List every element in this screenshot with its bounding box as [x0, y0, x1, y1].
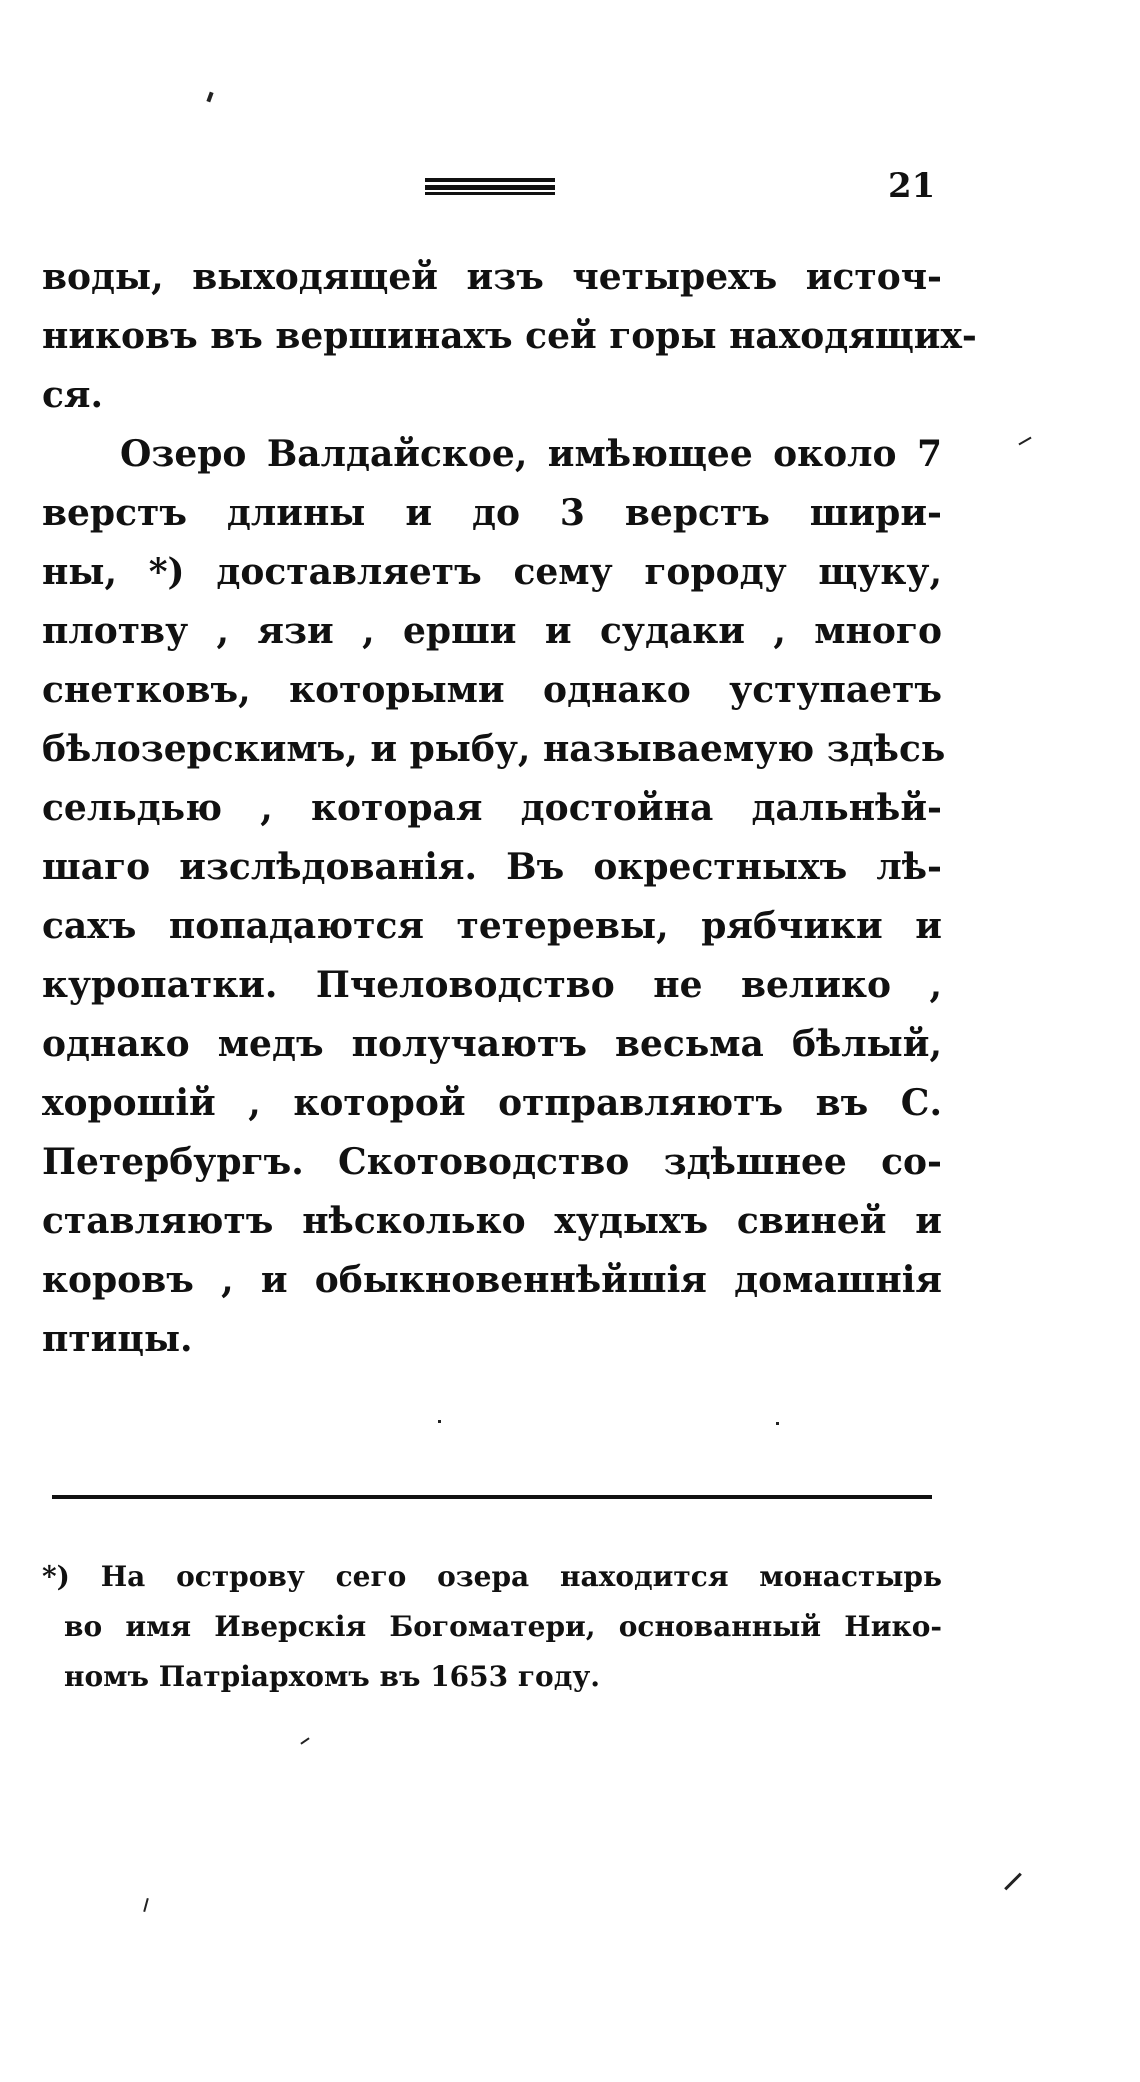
text-line: куропатки. Пчеловодство не велико ,	[42, 964, 942, 1006]
scan-speck	[206, 92, 213, 103]
text-line: снетковъ, которыми однако уступаетъ	[42, 669, 942, 711]
text-line: плотву , язи , ерши и судаки , много	[42, 610, 942, 652]
scan-speck	[776, 1422, 779, 1425]
text-line: шаго изслѣдованія. Въ окрестныхъ лѣ-	[42, 846, 942, 888]
main-text	[42, 248, 977, 1369]
scan-speck	[438, 1420, 441, 1423]
text-line: хорошій , которой отправляютъ въ С.	[42, 1082, 942, 1124]
scan-speck	[1004, 1873, 1022, 1891]
footnote-line: во имя Иверскія Богоматери, основанный Нико-	[64, 1610, 942, 1643]
text-line: ны, *) доставляетъ сему городу щуку,	[42, 551, 942, 593]
text-line: коровъ , и обыкновеннѣйшія домашнія	[42, 1259, 942, 1301]
text-line: Озеро Валдайское, имѣющее около 7	[120, 433, 942, 475]
text-line: ся.	[42, 374, 104, 416]
text-line: ставляютъ нѣсколько худыхъ свиней и	[42, 1200, 942, 1242]
text-line: Петербургъ. Скотоводство здѣшнее со-	[42, 1141, 942, 1183]
text-line: бѣлозерскимъ, и рыбу, называемую здѣсь	[42, 728, 946, 770]
scan-speck	[143, 1898, 149, 1912]
text-line: никовъ въ вершинахъ сей горы находящих-	[42, 315, 977, 357]
footnote-line: *) На острову сего озера находится монастырь	[42, 1560, 942, 1593]
text-line: однако медъ получаютъ весьма бѣлый,	[42, 1023, 942, 1065]
text-line: сельдью , которая достойна дальнѣй-	[42, 787, 942, 829]
text-line: воды, выходящей изъ четырехъ источ-	[42, 256, 942, 298]
scan-speck	[1018, 437, 1031, 446]
text-line: птицы.	[42, 1318, 193, 1360]
page-number: 21	[888, 166, 936, 206]
scan-speck	[300, 1737, 309, 1744]
footnote-separator-rule	[52, 1495, 932, 1499]
header-ornament	[425, 178, 555, 196]
footnote-line: номъ Патріархомъ въ 1653 году.	[64, 1660, 601, 1693]
text-line: сахъ попадаются тетеревы, рябчики и	[42, 905, 942, 947]
text-line: верстъ длины и до 3 верстъ шири-	[42, 492, 942, 534]
footnote	[42, 1552, 942, 1702]
